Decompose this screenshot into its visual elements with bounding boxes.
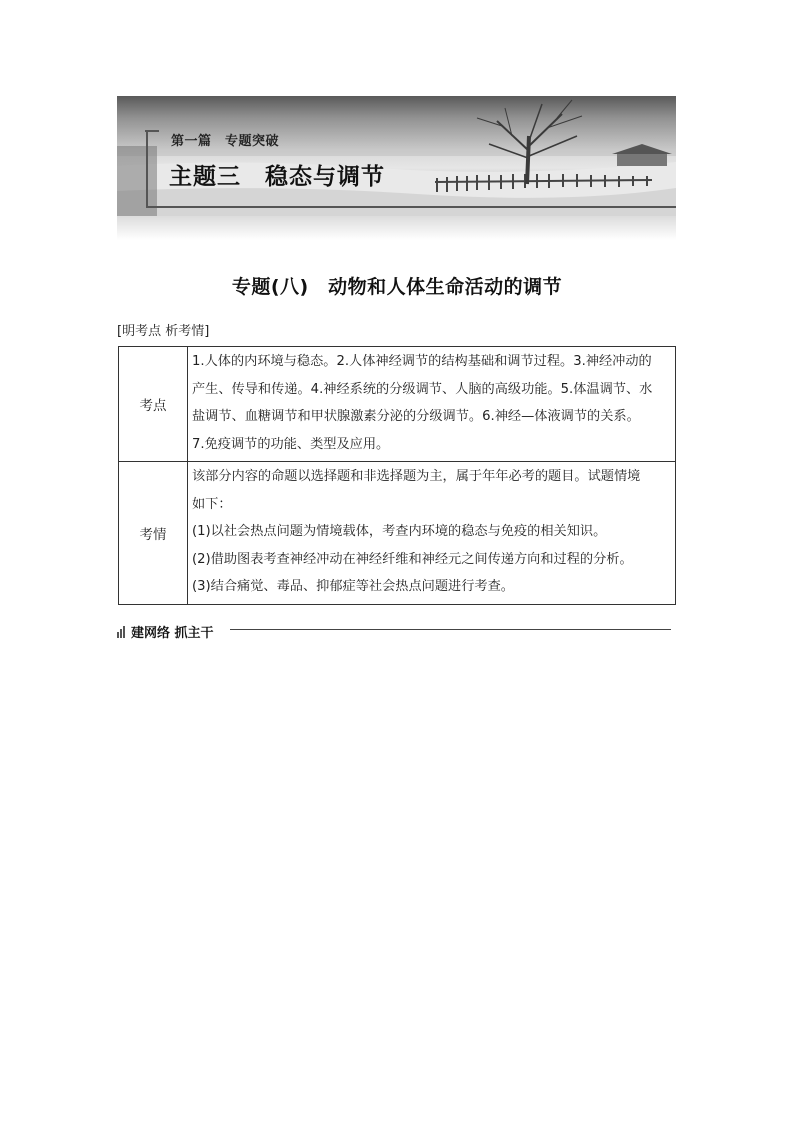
bar-marker-icon [117, 626, 127, 638]
content-line: 盐调节、血糖调节和甲状腺激素分泌的分级调节。6.神经—体液调节的关系。 [192, 409, 640, 424]
banner-fade [117, 216, 676, 240]
content-line: (1)以社会热点问题为情境载体，考查内环境的稳态与免疫的相关知识。 [192, 524, 607, 539]
row-header: 考点 [119, 347, 188, 462]
row-content [188, 347, 676, 462]
row-header: 考情 [119, 462, 188, 605]
network-heading [117, 622, 214, 641]
part-label: 第一篇 专题突破 [171, 134, 280, 149]
content-line: 如下： [192, 496, 232, 512]
content-line: 7.免疫调节的功能、类型及应用。 [192, 436, 390, 452]
section-label: [明考点 析考情] [117, 324, 210, 339]
header-banner [117, 96, 676, 216]
banner-tick-mark [145, 130, 159, 132]
exam-info-table [118, 346, 676, 605]
row-content [188, 462, 676, 605]
content-line: (2)借助图表考查神经冲动在神经纤维和神经元之间传递方向和过程的分析。 [192, 551, 633, 567]
topic-title: 专题(八) 动物和人体生命活动的调节 [231, 276, 563, 298]
network-heading-label: 建网络 抓主干 [131, 626, 214, 641]
content-line: (3)结合痛觉、毒品、抑郁症等社会热点问题进行考查。 [192, 579, 514, 594]
theme-title: 主题三 稳态与调节 [169, 164, 385, 190]
content-line: 该部分内容的命题以选择题和非选择题为主，属于年年必考的题目。试题情境 [192, 469, 641, 484]
table-row [119, 347, 676, 462]
table-row [119, 462, 676, 605]
content-line: 1.人体的内环境与稳态。2.人体神经调节的结构基础和调节过程。3.神经冲动的 [192, 354, 652, 369]
heading-divider [230, 629, 671, 630]
content-line: 产生、传导和传递。4.神经系统的分级调节、人脑的高级功能。5.体温调节、水 [192, 381, 653, 397]
